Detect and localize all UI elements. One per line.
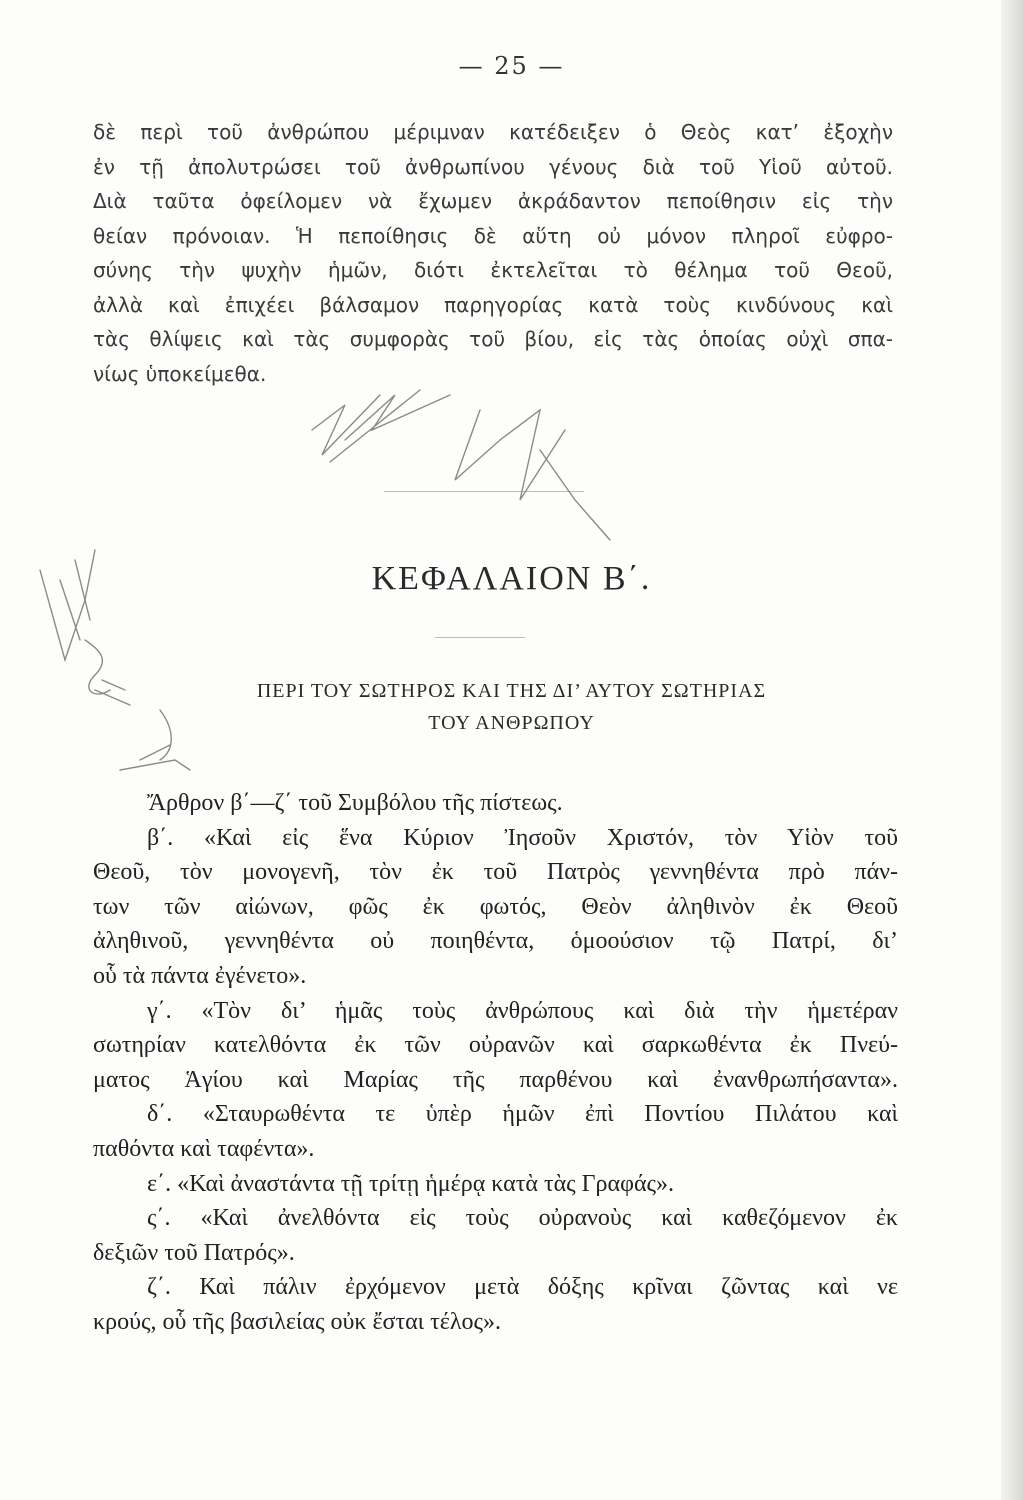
- pencil-mark: [312, 395, 380, 455]
- pencil-mark: [120, 745, 190, 770]
- intro-line: δὲ περὶ τοῦ ἀνθρώπου μέριμναν κατέδειξεν ὁ Θεὸς κατ’ ἐξοχὴν: [93, 120, 893, 144]
- creed-line: β΄. «Καὶ εἰς ἕνα Κύριον Ἰησοῦν Χριστόν, τὸν Υἱὸν τοῦ: [147, 824, 898, 851]
- creed-line: των τῶν αἰώνων, φῶς ἐκ φωτός, Θεὸν ἀληθινὸν ἐκ Θεοῦ: [93, 893, 898, 920]
- creed-line: ζ΄. Καὶ πάλιν ἐρχόμενον μετὰ δόξης κρῖναι ζῶντας καὶ νε: [147, 1274, 898, 1301]
- creed-articles: [93, 786, 898, 1340]
- intro-line: ἐν τῇ ἀπολυτρώσει τοῦ ἀνθρωπίνου γένους διὰ τοῦ Υἱοῦ αὐτοῦ.: [93, 154, 893, 179]
- creed-line: δ΄. «Σταυρωθέντα τε ὑπὲρ ἡμῶν ἐπὶ Ποντίου Πιλάτου καὶ: [147, 1101, 898, 1128]
- pencil-mark: [330, 390, 420, 462]
- creed-line: Θεοῦ, τὸν μονογενῆ, τὸν ἐκ τοῦ Πατρὸς γεννηθέντα πρὸ πάν-: [93, 859, 898, 886]
- creed-line: ε΄. «Καὶ ἀναστάντα τῇ τρίτῃ ἡμέρᾳ κατὰ τὰς Γραφάς».: [147, 1170, 675, 1197]
- title-divider: [435, 637, 525, 638]
- creed-line: δεξιῶν τοῦ Πατρός».: [93, 1239, 295, 1266]
- creed-line: κρούς, οὗ τῆς βασιλείας οὐκ ἔσται τέλος».: [93, 1308, 501, 1335]
- intro-line: σύνης τὴν ψυχὴν ἡμῶν, διότι ἐκτελεῖται τὸ θέλημα τοῦ Θεοῦ,: [93, 258, 893, 282]
- pencil-mark: [345, 395, 450, 440]
- intro-line: τὰς θλίψεις καὶ τὰς συμφορὰς τοῦ βίου, εἰς τὰς ὁποίας οὐχὶ σπα-: [93, 327, 893, 351]
- chapter-subtitle-line-1: ΠΕΡΙ ΤΟΥ ΣΩΤΗΡΟΣ ΚΑΙ ΤΗΣ ΔΙ’ ΑΥΤΟΥ ΣΩΤΗΡΙΑΣ: [256, 680, 767, 702]
- intro-line: Διὰ ταῦτα ὀφείλομεν νὰ ἔχωμεν ἀκράδαντον πεποίθησιν εἰς τὴν: [93, 189, 893, 213]
- chapter-title: ΚΕΦΑΛΑΙΟΝ Β΄.: [371, 560, 652, 597]
- creed-line: γ΄. «Τὸν δι’ ἡμᾶς τοὺς ἀνθρώπους καὶ διὰ τὴν ἡμετέραν: [147, 997, 898, 1024]
- page-edge-shadow: [1001, 0, 1023, 1500]
- creed-line: ἀληθινοῦ, γεννηθέντα οὐ ποιηθέντα, ὁμοούσιον τῷ Πατρί, δι’: [93, 928, 898, 955]
- intro-line: νίως ὑποκείμεθα.: [93, 361, 267, 386]
- pencil-mark: [455, 410, 565, 500]
- section-divider: [384, 491, 584, 492]
- pencil-mark: [540, 450, 610, 540]
- creed-heading: Ἄρθρον β΄—ζ΄ τοῦ Συμβόλου τῆς πίστεως.: [147, 790, 563, 816]
- intro-line: θείαν πρόνοιαν. Ἡ πεποίθησις δὲ αὕτη οὐ μόνον πληροῖ εὐφρο-: [93, 223, 893, 248]
- chapter-subtitle-line-2: ΤΟΥ ΑΝΘΡΩΠΟΥ: [428, 712, 595, 734]
- creed-line: οὗ τὰ πάντα ἐγένετο».: [93, 962, 307, 989]
- creed-line: σωτηρίαν κατελθόντα ἐκ τῶν οὐρανῶν καὶ σαρκωθέντα ἐκ Πνεύ-: [93, 1032, 898, 1059]
- intro-line: ἀλλὰ καὶ ἐπιχέει βάλσαμον παρηγορίας κατὰ τοὺς κινδύνους καὶ: [93, 292, 893, 317]
- creed-line: παθόντα καὶ ταφέντα».: [93, 1135, 315, 1162]
- creed-line: ς΄. «Καὶ ἀνελθόντα εἰς τοὺς οὐρανοὺς καὶ καθεζόμενον ἐκ: [147, 1205, 898, 1232]
- intro-paragraph: [93, 115, 893, 391]
- creed-line: ματος Ἁγίου καὶ Μαρίας τῆς παρθένου καὶ ἐνανθρωπήσαντα».: [93, 1066, 898, 1093]
- page-number: — 25 —: [458, 52, 565, 80]
